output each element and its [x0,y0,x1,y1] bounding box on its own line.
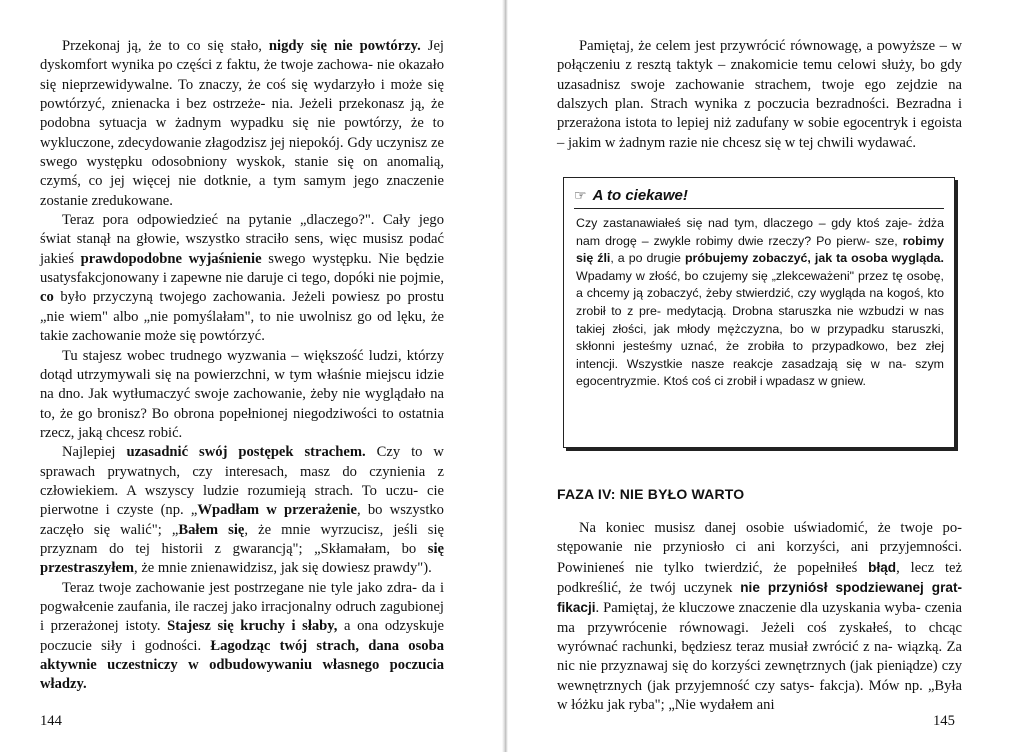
page-number: 144 [40,713,62,729]
paragraph: Na koniec musisz danej osobie uświadomić, że twoje po- stępowanie nie przyniosło ci ani korzyści, ani przyjemności. Powinieneś nie tylko twierdzić, że popełniłeś błąd, lecz też podkreślić, że twój uczynek nie przyniósł spodziewanej grat- fikacji. Pamiętaj, że kluczowe znaczenie dla uzyskania wyba- czenia ma przywrócenie równowagi. Jeżeli coś zyskałeś, to chcąc wyrównać rachunki, będziesz teraz musiał zwrócić z na- wiązką. Za nic nie przyznawaj się do korzyści zewnętrznych (jak pieniądze) czy wewnętrznych (jak przyjemność czy satys- fakcja). Mów np. „Była w łóżku jak ryba"; „Nie wydałem ani [557,520,962,714]
pointing-hand-icon: ☞ [574,187,587,203]
info-box [563,177,955,448]
left-page [0,0,505,752]
paragraph: Przekonaj ją, że to co się stało, nigdy się nie powtórzy. Jej dyskomfort wynika po części z faktu, że twoje zachowa- nie okazało się nieprzewidywalne. To znaczy, że coś się wydarzyło i może się powtórzyć, znienacka i bez ostrzeże- nia. Jeżeli przekonasz ją, że podobna sytuacja w żadnym wypadku się nie powtórzy, że to wykluczone, zdecydowanie złagodzisz jej niepokój. Gdy uczynisz ze swego występku odosobniony wyskok, stanie się on anomalią, czymś, co jej więcej nie dotknie, a tym samym jego znaczenie zostanie zredukowane. [40,38,444,209]
paragraph: Pamiętaj, że celem jest przywrócić równowagę, a powyższe – w połączeniu z resztą taktyk – znakomicie temu celowi służy, bo gdy uzasadnisz swoje zachowanie strachem, twoje ego zejdzie na dalszych plan. Strach wynika z poczucia bezradności. Bezradna i przerażona istota to lepiej niż zadufany w sobie egocentryk i egoista – jakim w żadnym razie nie chcesz się w tej chwili wydawać. [557,38,962,151]
paragraph: Teraz pora odpowiedzieć na pytanie „dlaczego?". Cały jego świat stanął na głowie, wszystko straciło sens, więc musisz podać jakieś prawdopodobne wyjaśnienie swego występku. Nie będzie usatysfakcjonowany i zapewne nie daruje ci tego, dopóki nie pojmie, co było przyczyną twojego zachowania. Jeżeli powiesz po prostu „nie wiem" albo „nie pomyślałam", to nie uwolnisz go od lęku, że takie zachowanie może się powtórzyć. [40,212,444,345]
right-page [507,0,1012,752]
paragraph: Teraz twoje zachowanie jest postrzegane nie tyle jako zdra- da i pogwałcenie zaufania, ile raczej jako irracjonalny odruch zagubionej i przerażonej istoty. Stajesz się kruchy i słaby, a ona odzyskuje poczucie siły i godności. Łagodząc twój strach, dana osoba aktywnie uczestniczy w odbudowywaniu własnego poczucia władzy. [40,579,444,693]
paragraph: Tu stajesz wobec trudnego wyzwania – większość ludzi, którzy dotąd utrzymywali się na powierzchni, w tym właśnie miejscu idzie na dno. Jak wytłumaczyć swoje zachowanie, żeby nie wyglądało na to, że go bronisz? Bo obrona popełnionej niegodziwości to ostatnia rzecz, jaką chcesz robić. [40,347,444,441]
right-page-intro [557,37,962,153]
info-box-title: A to ciekawe! [592,187,688,204]
section-heading: FAZA IV: NIE BYŁO WARTO [557,486,745,502]
right-page-body [557,519,962,715]
paragraph: Najlepiej uzasadnić swój postępek strachem. Czy to w sprawach prywatnych, czy interesach, masz do czynienia z człowiekiem. A wszyscy ludzie rozumieją strach. To uczu- cie pierwotne i czyste (np. „Wpadłam w przerażenie, bo wszystko zaczęło się walić"; „Bałem się, że mnie wyrzucisz, jeśli się przyznam do tej historii z gwarancją"; „Skłamałam, bo się przestraszyłem, że mnie znienawidzisz, jak się dowiesz prawdy"). [40,444,444,577]
left-page-body [40,37,444,695]
page-number: 145 [933,713,955,729]
info-box-header [574,187,944,209]
info-box-text: Czy zastanawiałeś się nad tym, dlaczego – gdy ktoś zaje- żdża nam drogę – zwykle robimy dwie rzeczy? Po pierw- sze, robimy się źli, a po drugie próbujemy zobaczyć, jak ta osoba wygląda. Wpadamy w złość, bo czujemy się „zlekceważeni" przez tę osobę, a chcemy ją zobaczyć, żeby stwierdzić, czy wygląda na kogoś, kto zrobił to z pre- medytacją. Drobna staruszka nie wzbudzi w nas takiej złości, jak młody mężczyzna, bo w przypadku staruszki, skłonni jesteśmy uznać, że zrobiła to przypadkowo, bez złej intencji. Wszystkie nasze reakcje zasadzają się w na- szym egocentryzmie. Ktoś coś ci zrobił i wpadasz w gniew. [576,216,944,389]
